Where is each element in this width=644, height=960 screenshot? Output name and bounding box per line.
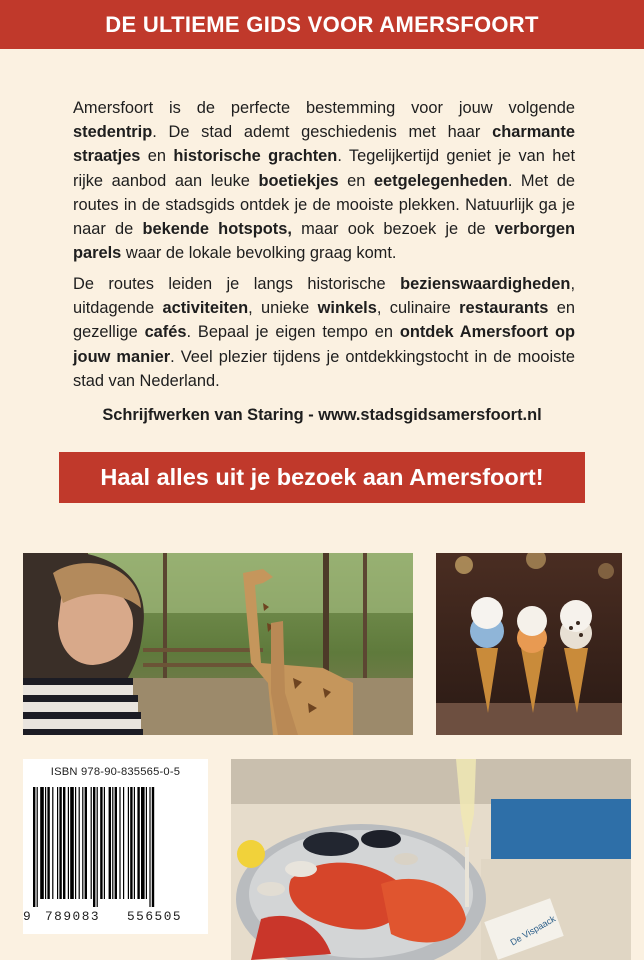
highlight-text: eetgelegenheden xyxy=(373,171,508,190)
seafood-photo xyxy=(231,759,631,960)
barcode-bar xyxy=(33,787,35,907)
barcode-digit-first: 9 xyxy=(23,909,33,924)
body-text: . Bepaal je eigen tempo en xyxy=(186,323,400,342)
body-text: , unieke xyxy=(248,299,318,318)
giraffe-photo xyxy=(23,553,413,735)
highlight-text: bekende hotspots, xyxy=(142,220,292,239)
barcode-bar xyxy=(52,787,53,899)
isbn-label: ISBN 978-90-835565-0-5 xyxy=(50,766,181,778)
highlight-text: winkels xyxy=(317,299,377,318)
barcode-bar xyxy=(152,787,154,907)
highlight-text: restaurants xyxy=(459,299,549,318)
cta-text: Haal alles uit je bezoek aan Amersfoort! xyxy=(100,464,544,490)
barcode-bar xyxy=(104,787,105,899)
barcode-bar xyxy=(115,787,117,899)
highlight-text: boetiekjes xyxy=(258,171,339,190)
cta-banner xyxy=(59,452,585,503)
body-text: De routes leiden je langs historische xyxy=(73,275,401,293)
highlight-text: activiteiten xyxy=(162,299,249,318)
barcode-bar xyxy=(100,787,102,899)
barcode-bar xyxy=(93,787,95,907)
barcode-bar xyxy=(68,787,69,899)
byline: Schrijfwerken van Staring - www.stadsgidsamersfoort.nl xyxy=(102,406,542,424)
barcode-bar xyxy=(130,787,132,899)
intro-paragraph xyxy=(73,96,575,265)
barcode-bar xyxy=(45,787,46,899)
highlight-text: historische grachten xyxy=(173,147,338,166)
highlight-text: stedentrip xyxy=(73,123,153,142)
body-text: en xyxy=(338,171,374,190)
body-text: . De stad ademt geschiedenis met haar xyxy=(152,123,493,142)
barcode-bar xyxy=(70,787,74,899)
barcode-bar xyxy=(141,787,145,899)
barcode-bar xyxy=(85,787,87,899)
barcode-bar xyxy=(47,787,49,899)
barcode-digits-right: 556505 xyxy=(127,909,183,924)
barcode-bar xyxy=(112,787,113,899)
barcode-bar xyxy=(40,787,44,899)
barcode-bar xyxy=(137,787,139,899)
body-text: , culinaire xyxy=(376,299,460,318)
barcode-bar xyxy=(57,787,58,899)
barcode-bar xyxy=(63,787,65,899)
barcode-bar xyxy=(149,787,150,907)
seafood-sign-text: De Vispaack xyxy=(508,913,558,948)
highlight-text: ontdek Amersfoort op jouw manier xyxy=(73,323,576,366)
body-text: Amersfoort is de perfecte bestemming voor jouw volgende xyxy=(73,99,575,117)
body-text: en xyxy=(140,147,174,166)
barcode-bar xyxy=(134,787,135,899)
barcode-bar xyxy=(75,787,76,899)
barcode-bar xyxy=(146,787,147,899)
highlight-text: cafés xyxy=(144,323,187,342)
barcode-bar xyxy=(91,787,92,899)
highlight-text: bezienswaardigheden xyxy=(400,275,571,293)
body-text: . Tegelijkertijd geniet je van het rijke aanbod aan leuke xyxy=(73,147,576,190)
body-text: , uitdagende xyxy=(73,275,575,318)
top-banner xyxy=(0,0,644,49)
routes-paragraph xyxy=(73,272,575,393)
barcode-bars xyxy=(33,787,203,907)
body-text: . Met de routes in de stadsgids ontdek je de mooiste plekken. Natuurlijk ga je naar de xyxy=(73,171,576,239)
barcode-bar xyxy=(59,787,61,899)
body-text: maar ook bezoek je de xyxy=(291,220,495,239)
barcode xyxy=(23,759,208,934)
body-text: waar de lokale bevolking graag komt. xyxy=(121,244,397,263)
barcode-bar xyxy=(97,787,98,907)
barcode-bar xyxy=(109,787,111,899)
barcode-digits-left: 789083 xyxy=(45,909,101,924)
barcode-bar xyxy=(128,787,129,899)
barcode-bar xyxy=(119,787,120,899)
barcode-bar xyxy=(79,787,80,899)
banner-title: DE ULTIEME GIDS VOOR AMERSFOORT xyxy=(105,11,539,37)
barcode-bar xyxy=(37,787,38,907)
highlight-text: verborgen parels xyxy=(73,220,575,263)
body-text: en gezellige xyxy=(73,299,575,342)
barcode-bar xyxy=(82,787,83,899)
barcode-bar xyxy=(123,787,124,899)
highlight-text: charmante straatjes xyxy=(73,123,575,166)
body-text: . Veel plezier tijdens je ontdekkingstocht in de mooiste stad van Nederland. xyxy=(73,347,575,390)
icecream-photo xyxy=(436,553,622,735)
